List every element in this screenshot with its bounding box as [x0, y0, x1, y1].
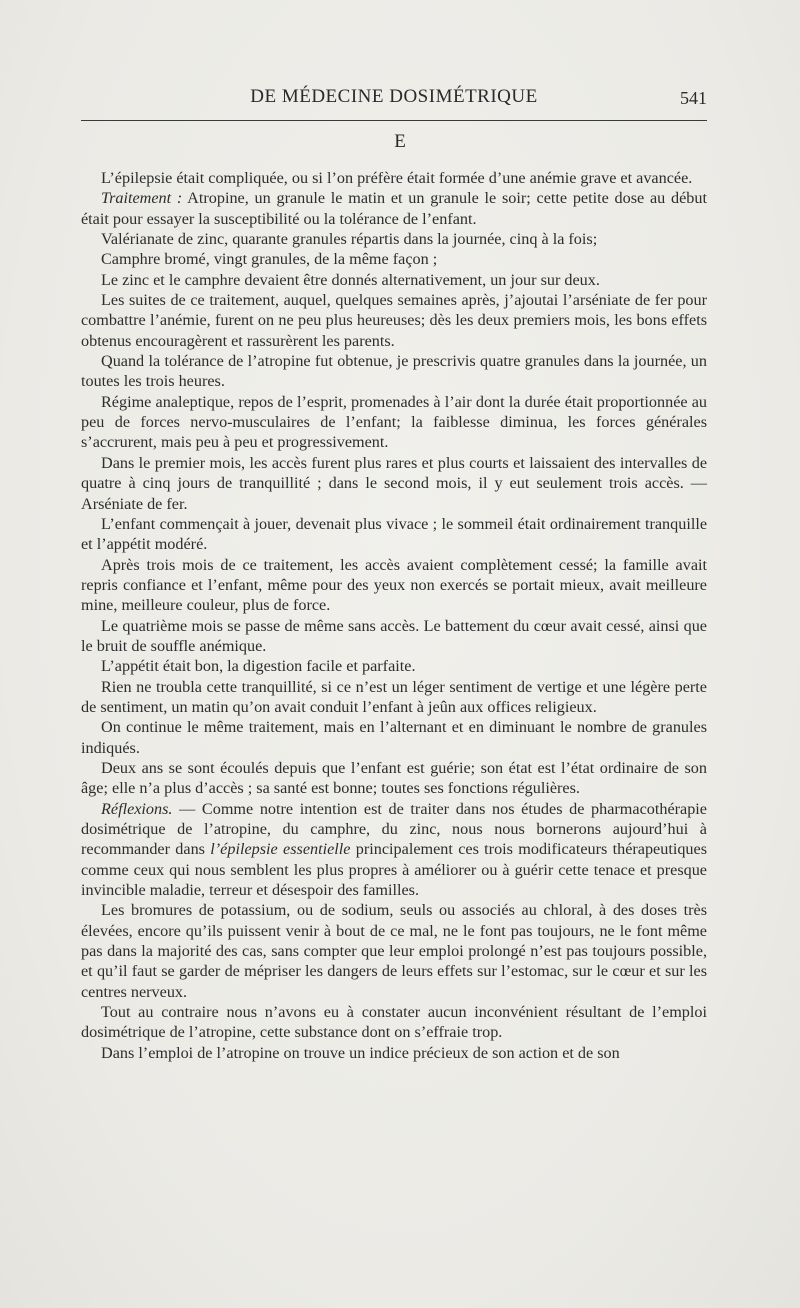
section-letter: E: [394, 131, 406, 152]
paragraph-text: Tout au contraire nous n’avons eu à constater aucun inconvénient résultant de l’emploi dosimétrique de l’atropine, cette substance dont on s’effraie trop.: [81, 1003, 707, 1042]
paragraph-text: Valérianate de zinc, quarante granules répartis dans la journée, cinq à la fois;: [101, 230, 598, 249]
paragraph: [81, 717, 707, 758]
paragraph-text: Dans le premier mois, les accès furent plus rares et plus courts et laissaient des intervalles de quatre à cinq jours de tranquillité ; dans le second mois, il y eut seulement trois accès. — Arséniate de fer.: [81, 453, 707, 513]
paragraph: [81, 677, 707, 718]
paragraph-text: L’enfant commençait à jouer, devenait plus vivace ; le sommeil était ordinairement tranquille et l’appétit modéré.: [81, 514, 707, 554]
paragraph: [81, 555, 707, 616]
paragraph-text: — Comme notre intention est de traiter dans nos études de pharmacothérapie dosimétrique de l’atropine, du camphre, du zinc, nous nous bornerons aujourd’hui à recommander dans: [81, 799, 707, 859]
page-number: 541: [680, 88, 707, 108]
paragraph-text-tail: principalement ces trois modificateurs thérapeutiques comme ceux qui nous semblent les plus propres à améliorer ou à guérir cette tenace et presque invincible maladie, terreur et désespoir des familles.: [81, 840, 707, 900]
paragraph-text: Deux ans se sont écoulés depuis que l’enfant est guérie; son état est l’état ordinaire de son âge; elle n’a plus d’accès ; sa santé est bonne; toutes ses fonctions régulières.: [81, 758, 707, 798]
paragraph-label: Traitement :: [101, 189, 183, 208]
paragraph-label: Réflexions.: [101, 799, 173, 818]
paragraph: [81, 514, 707, 555]
paragraph: [81, 392, 707, 453]
paragraph-text: Régime analeptique, repos de l’esprit, promenades à l’air dont la durée était proportionnée au peu de forces nervo-musculaires de l’enfant; la faiblesse diminua, les forces générales s’accrurent, mais peu à peu et progressivement.: [81, 392, 707, 452]
paragraph-text: Rien ne troubla cette tranquillité, si ce n’est un léger sentiment de vertige et une légère perte de sentiment, un matin qu’on avait conduit l’enfant à jeûn aux offices religieux.: [81, 677, 707, 716]
paragraph-text: Atropine, un granule le matin et un granule le soir; cette petite dose au début était pour essayer la susceptibilité ou la tolérance de l’enfant.: [81, 189, 707, 228]
header-rule: [81, 120, 707, 121]
paragraph-text: Les suites de ce traitement, auquel, quelques semaines après, j’ajoutai l’arséniate de fer pour combattre l’anémie, furent on ne peu plus heureuses; dès les deux premiers mois, les bons effets obtenus encouragèrent et rassurèrent les parents.: [81, 291, 707, 350]
paragraph: [81, 249, 707, 269]
running-head: [81, 84, 707, 114]
body-text: [81, 168, 707, 1063]
paragraph: [81, 229, 707, 249]
paragraph-text: Quand la tolérance de l’atropine fut obtenue, je prescrivis quatre granules dans la journée, un toutes les trois heures.: [81, 352, 707, 391]
paragraph-text: On continue le même traitement, mais en l’alternant et en diminuant le nombre de granules indiqués.: [81, 718, 707, 757]
paragraph-text: Le zinc et le camphre devaient être donnés alternativement, un jour sur deux.: [101, 270, 600, 289]
paragraph: [81, 453, 707, 514]
paragraph: [81, 656, 707, 676]
paragraph-emphasis: l’épilepsie essentielle: [210, 840, 351, 859]
paragraph: [81, 758, 707, 799]
paragraph-text: L’appétit était bon, la digestion facile et parfaite.: [101, 657, 416, 676]
paragraph-text: Dans l’emploi de l’atropine on trouve un indice précieux de son action et de son: [101, 1043, 620, 1062]
paragraph: [81, 616, 707, 657]
paragraph: [81, 900, 707, 1002]
paragraph-text: Le quatrième mois se passe de même sans accès. Le battement du cœur avait cessé, ainsi que le bruit de souffle anémique.: [81, 616, 707, 655]
paragraph-text: Les bromures de potassium, ou de sodium, seuls ou associés au chloral, à des doses très élevées, encore qu’ils puissent venir à bout de ce mal, ne le font pas toujours, ne le font même pas dans la majorité des cas, sans compter que leur emploi prolongé n’est pas toujours possible, et qu’il faut se garder de mépriser les dangers de leurs effets sur l’estomac, sur le cœur et sur les centres nerveux.: [81, 901, 707, 1001]
paragraph-text: L’épilepsie était compliquée, ou si l’on préfère était formée d’une anémie grave et avancée.: [101, 169, 693, 187]
paragraph: [81, 799, 707, 901]
paragraph: [81, 270, 707, 290]
paragraph-text: Après trois mois de ce traitement, les accès avaient complètement cessé; la famille avait repris confiance et l’enfant, même pour des yeux non exercés se portait mieux, avait meilleure mine, meilleure couleur, plus de force.: [81, 555, 707, 615]
paragraph: [81, 168, 707, 188]
paragraph-text: Camphre bromé, vingt granules, de la même façon ;: [101, 250, 438, 269]
paragraph: [81, 351, 707, 392]
paragraph: [81, 1043, 707, 1063]
paragraph: [81, 1002, 707, 1043]
paragraph: [81, 290, 707, 351]
running-title: DE MÉDECINE DOSIMÉTRIQUE: [250, 86, 538, 107]
paragraph: [81, 188, 707, 229]
